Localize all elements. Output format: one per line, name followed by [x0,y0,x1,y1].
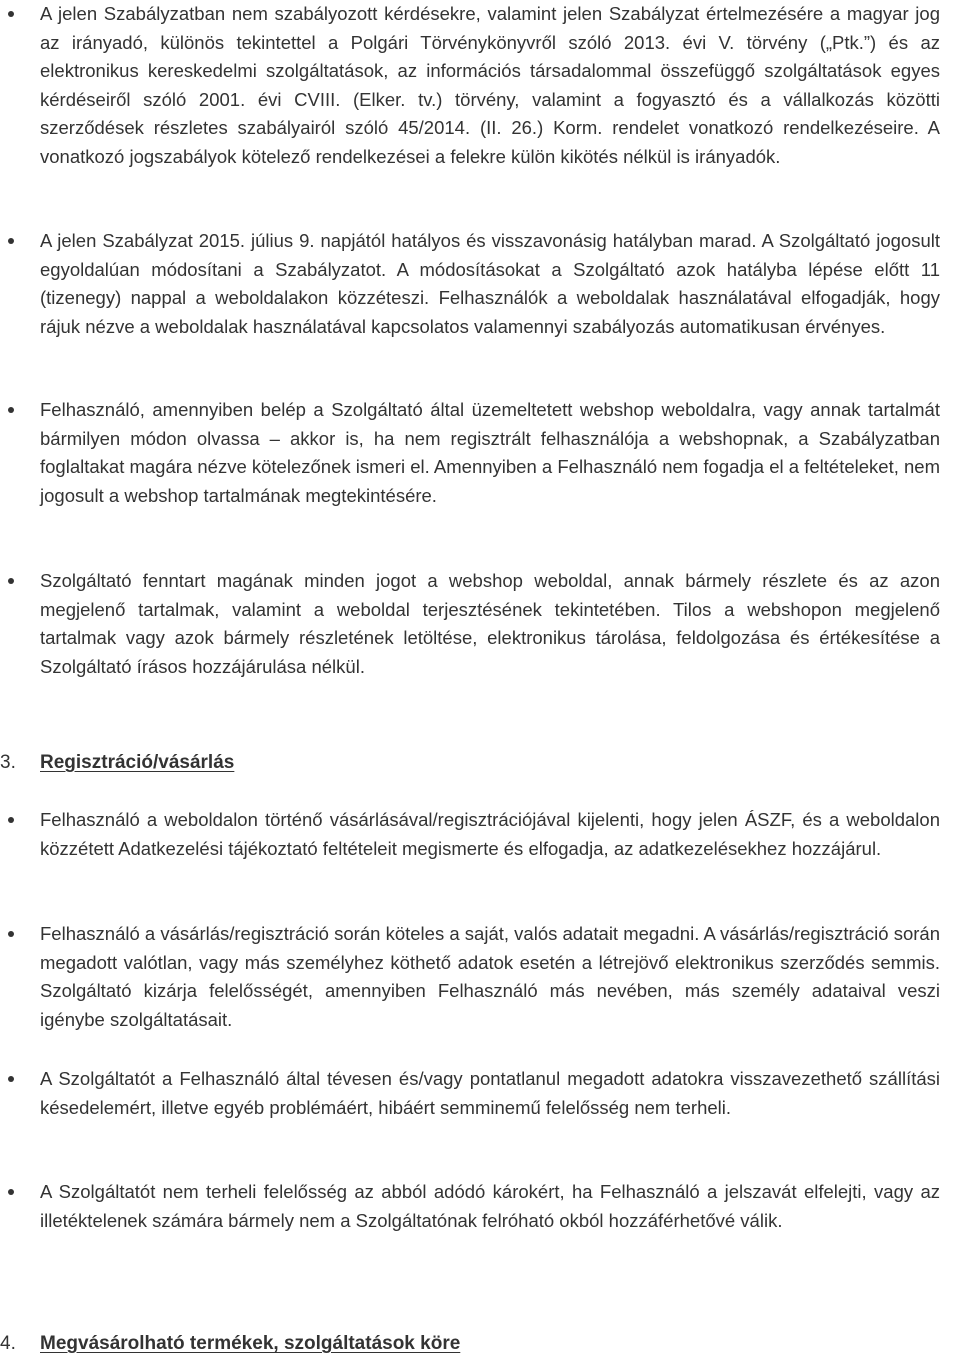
section-number: 4. [0,1333,16,1354]
bullet-icon [8,578,14,584]
list-item [40,1178,940,1235]
paragraph-user-acceptance: Felhasználó, amennyiben belép a Szolgáltató által üzemeltetett webshop weboldalra, vagy annak tartalmát bármilyen módon olvassa – akkor is, ha nem regisztrált felhasználója a webshopnak, a Szabályzatban foglaltakat magára nézve kötelezőnek ismeri el. Amennyiben a Felhasználó nem fogadja el a feltételeket, nem jogosult a webshop tartalmának megtekintésére. [40,399,940,506]
bullet-icon [8,817,14,823]
paragraph-password-liability: A Szolgáltatót nem terheli felelősség az abból adódó károkért, ha Felhasználó a jelszavát elfelejti, vagy az illetéktelenek számára bármely nem a Szolgáltatónak felróható okból hozzáférhetővé válik. [40,1181,940,1231]
bullet-icon [8,238,14,244]
list-item [40,806,940,863]
bullet-icon [8,1076,14,1082]
section-title: Regisztráció/vásárlás [40,752,235,773]
list-item [40,1065,940,1122]
list-item [40,396,940,510]
paragraph-valid-data: Felhasználó a vásárlás/regisztráció során köteles a saját, valós adatait megadni. A vásárlás/regisztráció során megadott valótlan, vagy más személyhez köthető adatok esetén a létrejövő elektronikus szerződés semmis. Szolgáltató kizárja felelősségét, amennyiben Felhasználó más nevében, más személy adataival veszi igénybe szolgáltatásait. [40,923,940,1030]
bullet-icon [8,11,14,17]
paragraph-incorrect-data: A Szolgáltatót a Felhasználó által tévesen és/vagy pontatlanul megadott adatokra visszavezethető szállítási késedelemért, illetve egyéb problémáért, hibáért semminemű felelősség nem terheli. [40,1068,940,1118]
bullet-icon [8,407,14,413]
list-item [40,920,940,1034]
bullet-icon [8,1189,14,1195]
section-title: Megvásárolható termékek, szolgáltatások köre [40,1333,461,1354]
section-number: 3. [0,752,16,773]
list-item [40,227,940,341]
bullet-icon [8,931,14,937]
paragraph-registration-consent: Felhasználó a weboldalon történő vásárlásával/regisztrációjával kijelenti, hogy jelen ÁSZF, és a weboldalon közzétett Adatkezelési tájékoztató feltételeit megismerte és elfogadja, az adatkezelésekhez hozzájárul. [40,809,940,859]
paragraph-effective-date: A jelen Szabályzat 2015. július 9. napjától hatályos és visszavonásig hatályban marad. A Szolgáltató jogosult egyoldalúan módosítani a Szabályzatot. A módosításokat a Szolgáltató azok hatályba lépése előtt 11 (tizenegy) nappal a weboldalakon közzéteszi. Felhasználók a weboldalak használatával elfogadják, hogy rájuk nézve a weboldalak használatával kapcsolatos valamennyi szabályozás automatikusan érvényes. [40,230,940,337]
paragraph-governing-law: A jelen Szabályzatban nem szabályozott kérdésekre, valamint jelen Szabályzat értelmezésére a magyar jog az irányadó, különös tekintettel a Polgári Törvénykönyvről szóló 2013. évi V. törvény („Ptk.”) és az elektronikus kereskedelmi szolgáltatások, az információs társadalommal összefüggő szolgáltatások egyes kérdéseiről szóló 2001. évi CVIII. (Elker. tv.) törvény, valamint a fogyasztó és a vállalkozás közötti szerződések részletes szabályairól szóló 45/2014. (II. 26.) Korm. rendelet vonatkozó rendelkezéseire. A vonatkozó jogszabályok kötelező rendelkezései a felekre külön kikötés nélkül is irányadók. [40,3,940,167]
list-item [40,567,940,681]
list-item [40,0,940,171]
paragraph-rights-reserved: Szolgáltató fenntart magának minden jogot a webshop weboldal, annak bármely részlete és az azon megjelenő tartalmak, valamint a weboldal terjesztésének tekintetében. Tilos a webshopon megjelenő tartalmak vagy azok bármely részletének letöltése, elektronikus tárolása, feldolgozása és értékesítése a Szolgáltató írásos hozzájárulása nélkül. [40,570,940,677]
